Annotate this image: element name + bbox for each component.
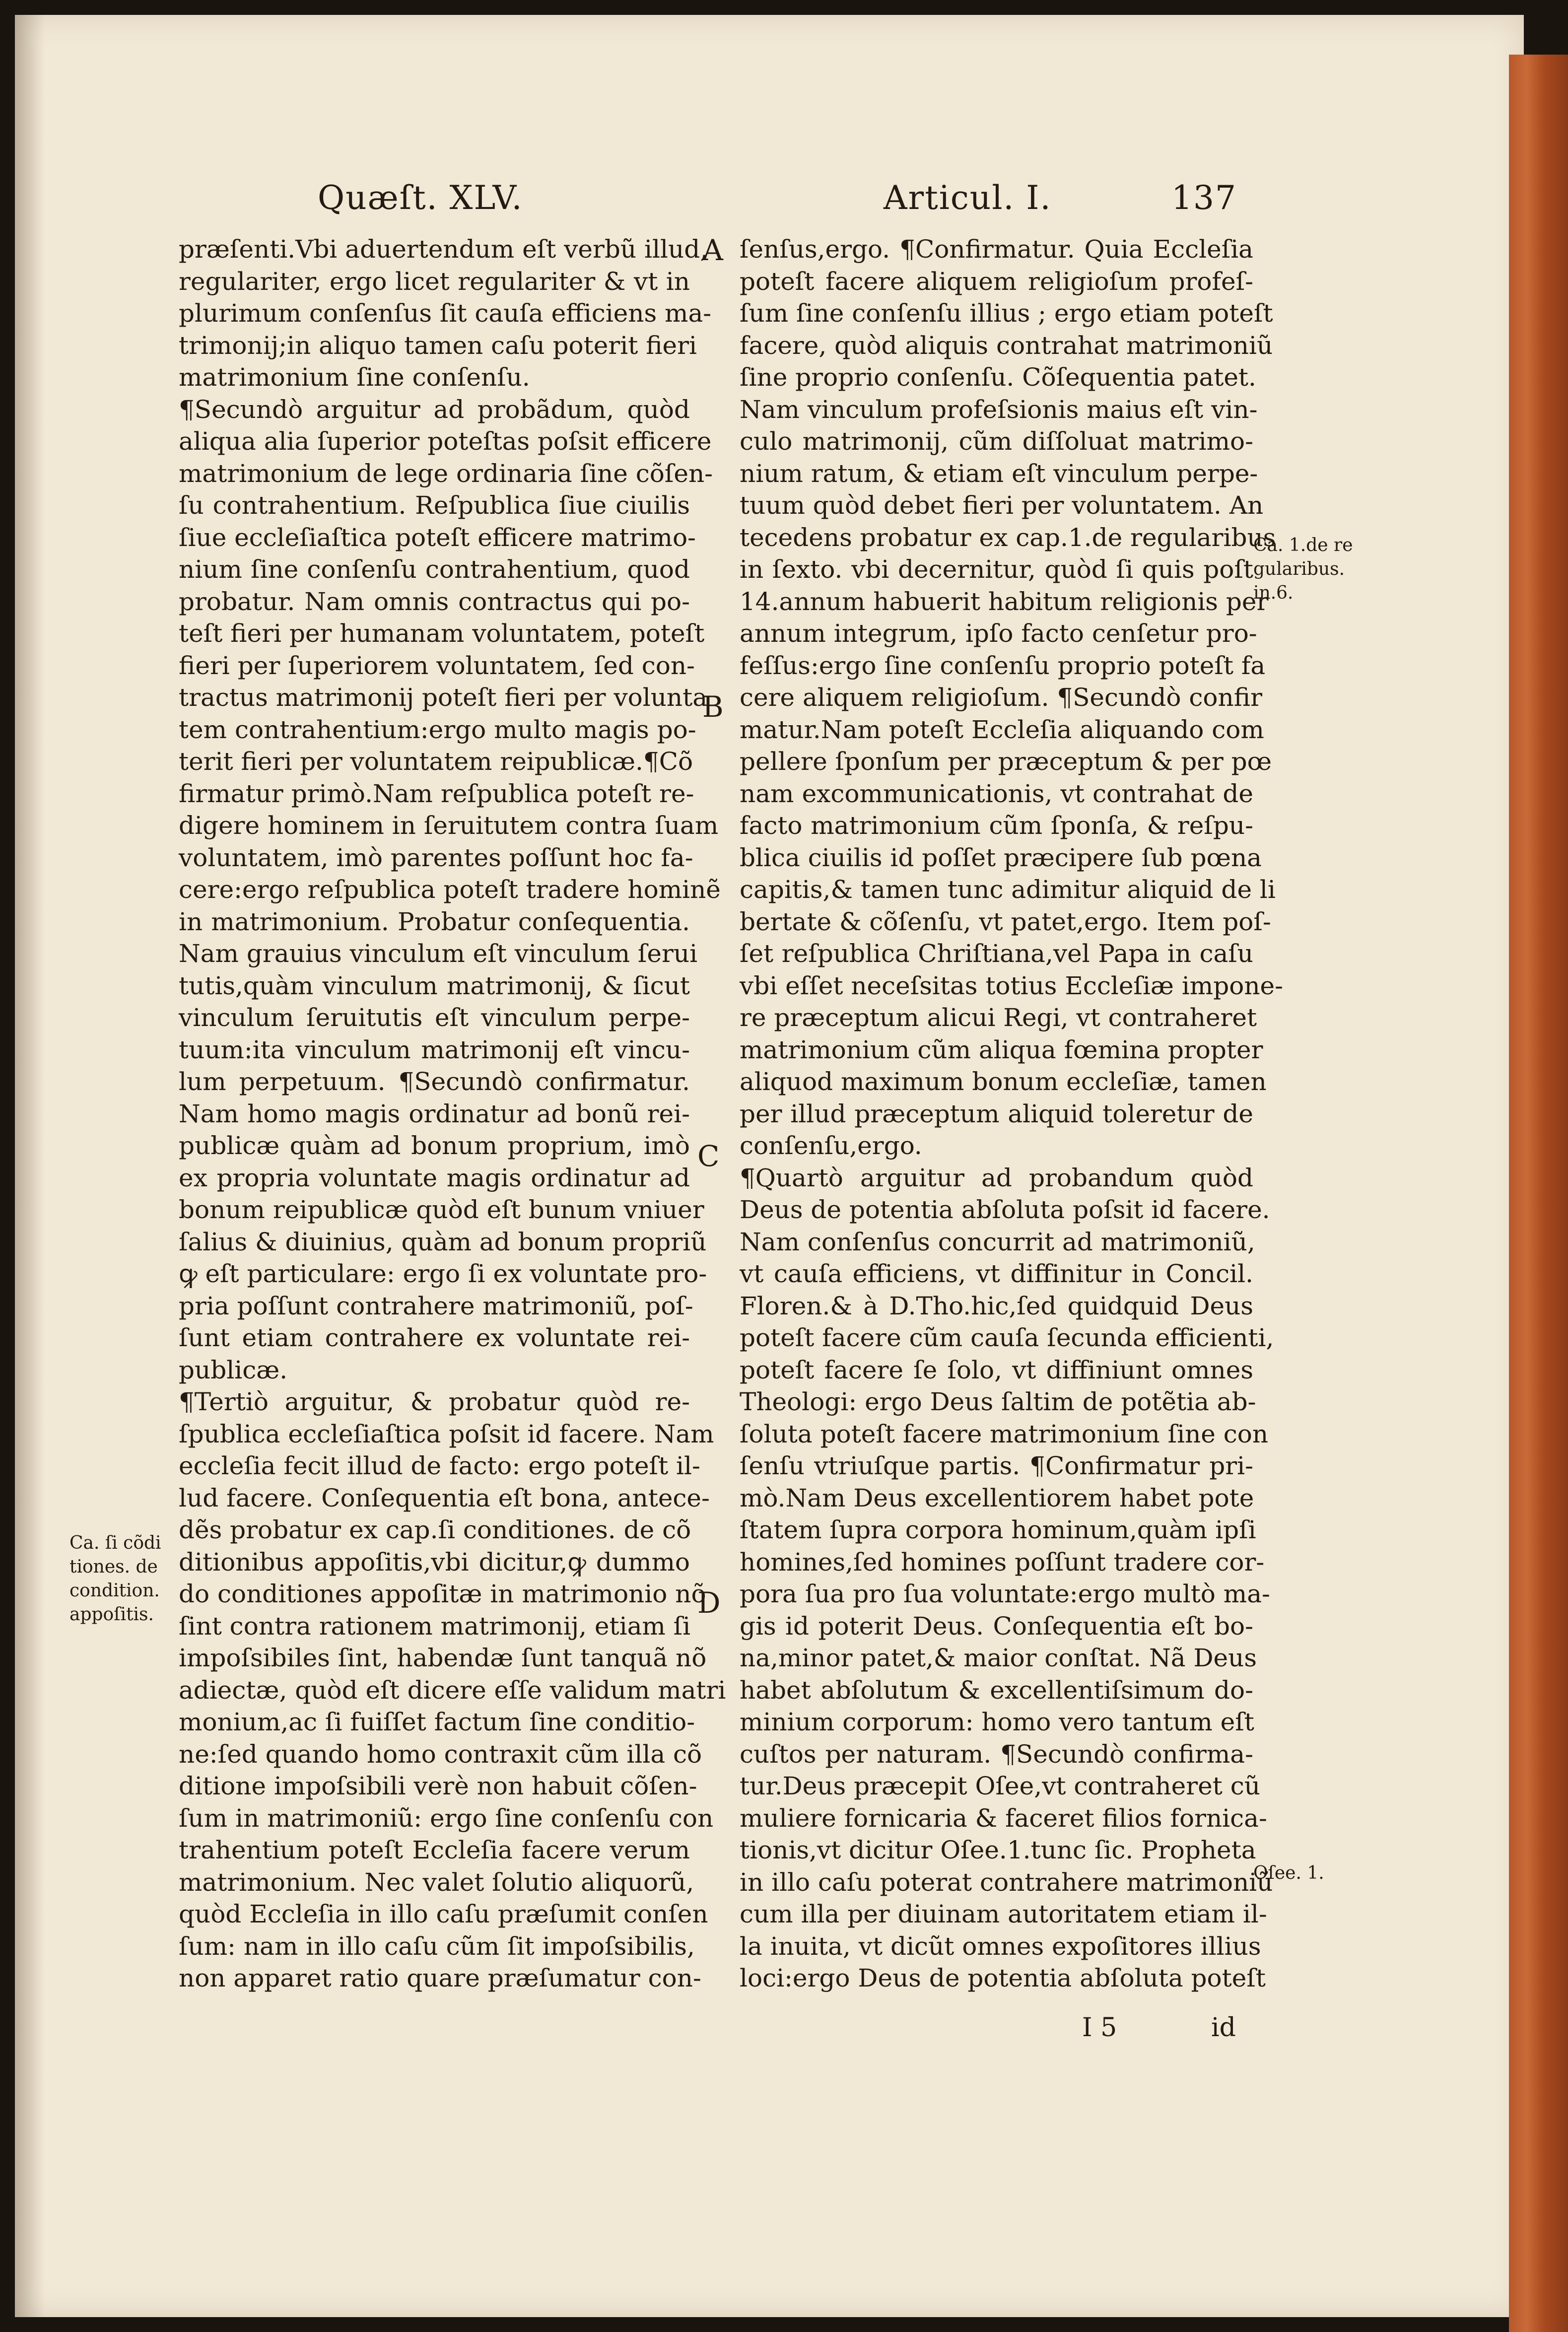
text-line: per illud præceptum aliquid toleretur de xyxy=(740,1099,1253,1128)
text-line: vt cauſa efficiens, vt diffinitur in Concil. xyxy=(740,1259,1253,1288)
text-line: matrimonium. Nec valet ſolutio aliquorũ, xyxy=(179,1867,694,1897)
text-line: cere:ergo reſpublica poteſt tradere hominẽ xyxy=(179,875,721,904)
text-line: publicæ. xyxy=(179,1355,288,1384)
text-line: ¶Tertiò arguitur, & probatur quòd re- xyxy=(179,1387,690,1416)
text-line: ditionibus appoſitis,vbi dicitur,ꝙ dummo xyxy=(179,1547,690,1577)
text-line: ſalius & diuinius, quàm ad bonum propriũ xyxy=(179,1227,707,1256)
section-letter-d: D xyxy=(697,1586,721,1620)
text-line: ¶Quartò arguitur ad probandum quòd xyxy=(740,1163,1253,1192)
text-line: poteſt facere aliquem religioſum profeſ- xyxy=(740,267,1253,296)
text-line: Nam conſenſus concurrit ad matrimoniũ, xyxy=(740,1227,1255,1256)
text-line: teſt fieri per humanam voluntatem, poteſt xyxy=(179,619,705,648)
catchword: id xyxy=(1211,2013,1236,2043)
text-line: habet abſolutum & excellentiſsimum do- xyxy=(740,1675,1253,1705)
text-line: ſtatem ſupra corpora hominum,quàm ipſi xyxy=(740,1515,1256,1544)
text-line: Floren.& à D.Tho.hic,ſed quidquid Deus xyxy=(740,1291,1253,1320)
text-line: capitis,& tamen tunc adimitur aliquid de li xyxy=(740,875,1276,904)
text-line: muliere fornicaria & faceret filios fornica- xyxy=(740,1803,1267,1833)
gutter-shadow xyxy=(15,15,45,2317)
text-line: tionis,vt dicitur Oſee.1.tunc ſic. Propheta xyxy=(740,1836,1256,1864)
text-line: in matrimonium. Probatur conſequentia. xyxy=(179,907,690,936)
text-line: pellere ſponſum per præceptum & per pœ xyxy=(740,747,1272,776)
text-line: feſſus:ergo ſine conſenſu proprio poteſt fa xyxy=(740,651,1266,680)
text-line: ne:ſed quando homo contraxit cũm illa cõ xyxy=(179,1739,702,1769)
text-line: ſum ſine conſenſu illius ; ergo etiam poteſt xyxy=(740,299,1273,328)
text-line: monium,ac ſi fuiſſet factum ſine conditio- xyxy=(179,1708,695,1736)
text-line: voluntatem, imò parentes poſſunt hoc fa- xyxy=(179,843,693,872)
margin-note-right-1: Ca. 1.de re gularibus. in.6. xyxy=(1253,535,1353,603)
text-line: matrimonium ſine conſenſu. xyxy=(179,363,530,392)
text-line: tecedens probatur ex cap.1.de regularibus xyxy=(740,523,1276,552)
text-line: blica ciuilis id poſſet præcipere ſub pœna xyxy=(740,843,1262,872)
text-line: tuum quòd debet fieri per voluntatem. An xyxy=(740,491,1264,520)
text-line: lud facere. Conſequentia eſt bona, antece- xyxy=(179,1483,710,1512)
text-line: la inuita, vt dicũt omnes expoſitores illius xyxy=(740,1931,1261,1961)
text-line: Nam vinculum profeſsionis maius eſt vin- xyxy=(740,395,1258,424)
text-line: ſpublica eccleſiaſtica poſsit id facere. Nam xyxy=(179,1419,714,1448)
text-line: tem contrahentium:ergo multo magis po- xyxy=(179,715,696,744)
text-column-right xyxy=(740,233,1284,1994)
text-line: tractus matrimonij poteſt fieri per volunta xyxy=(179,683,708,712)
text-line: nam excommunicationis, vt contrahat de xyxy=(740,779,1253,808)
page-fore-edge xyxy=(1509,55,1568,2332)
text-line: quòd Eccleſia in illo caſu præſumit conſen xyxy=(179,1900,708,1928)
text-line: impoſsibiles ſint, habendæ ſunt tanquã nõ xyxy=(179,1644,707,1672)
text-line: Nam grauius vinculum eſt vinculum ſerui xyxy=(179,939,698,968)
text-line: fieri per ſuperiorem voluntatem, ſed con- xyxy=(179,651,695,680)
text-line: cuſtos per naturam. ¶Secundò confirma- xyxy=(740,1739,1253,1769)
margin-note-right-2: Oſee. 1. xyxy=(1253,1863,1324,1883)
text-line: ¶Secundò arguitur ad probãdum, quòd xyxy=(179,395,690,424)
running-head-right: Articul. I. xyxy=(884,179,1052,217)
text-line: publicæ quàm ad bonum proprium, imò xyxy=(179,1131,690,1160)
text-line: digere hominem in ſeruitutem contra ſuam xyxy=(179,811,719,840)
text-line: Deus de potentia abſoluta poſsit id facere. xyxy=(740,1195,1270,1224)
section-letter-c: C xyxy=(697,1139,720,1173)
text-line: trahentium poteſt Eccleſia facere verum xyxy=(179,1836,690,1864)
text-line: Nam homo magis ordinatur ad bonũ rei- xyxy=(179,1099,690,1128)
text-line: aliquod maximum bonum eccleſiæ, tamen xyxy=(740,1067,1267,1096)
text-line: matrimonium de lege ordinaria ſine cõſen- xyxy=(179,459,713,488)
text-line: eccleſia fecit illud de facto: ergo poteſt il- xyxy=(179,1451,700,1480)
text-line: ſoluta poteſt facere matrimonium ſine con xyxy=(740,1419,1269,1448)
text-line: vbi eſſet neceſsitas totius Eccleſiæ impone- xyxy=(740,971,1284,1000)
text-line: poteſt facere ſe ſolo, vt diffiniunt omnes xyxy=(740,1355,1253,1384)
text-line: ſenſus,ergo. ¶Confirmatur. Quia Eccleſia xyxy=(740,235,1253,264)
text-line: terit fieri per voluntatem reipublicæ.¶Cõ xyxy=(179,747,693,776)
text-line: minium corporum: homo vero tantum eſt xyxy=(740,1708,1254,1736)
text-line: ſiue eccleſiaſtica poteſt efficere matrimo- xyxy=(179,523,696,552)
text-line: pora ſua pro ſua voluntate:ergo multò ma- xyxy=(740,1579,1270,1608)
text-line: 14.annum habuerit habitum religionis per xyxy=(740,587,1269,616)
text-line: ſet reſpublica Chriſtiana,vel Papa in caſu xyxy=(740,939,1253,968)
text-line: ꝙ eſt particulare: ergo ſi ex voluntate pro- xyxy=(179,1259,707,1288)
text-line: bertate & cõſenſu, vt patet,ergo. Item poſ- xyxy=(740,907,1271,936)
book-page xyxy=(15,15,1524,2317)
text-line: conſenſu,ergo. xyxy=(740,1131,922,1160)
text-line: re præceptum alicui Regi, vt contraheret xyxy=(740,1003,1257,1032)
text-line: mò.Nam Deus excellentiorem habet pote xyxy=(740,1483,1254,1512)
text-line: aliqua alia ſuperior poteſtas poſsit efficere xyxy=(179,427,712,456)
text-line: trimonij;in aliquo tamen caſu poterit fieri xyxy=(179,331,697,360)
text-line: cere aliquem religioſum. ¶Secundò confir xyxy=(740,683,1262,712)
running-head-left: Quæſt. XLV. xyxy=(318,179,523,217)
text-line: plurimum conſenſus ſit cauſa efficiens ma- xyxy=(179,299,712,328)
text-line: ſunt etiam contrahere ex voluntate rei- xyxy=(179,1323,690,1352)
text-line: cum illa per diuinam autoritatem etiam il- xyxy=(740,1900,1267,1928)
text-line: homines,ſed homines poſſunt tradere cor- xyxy=(740,1547,1265,1577)
text-line: ſint contra rationem matrimonij, etiam ſi xyxy=(179,1611,691,1641)
section-letter-a: A xyxy=(702,233,723,267)
text-line: tur.Deus præcepit Oſee,vt contraheret cũ xyxy=(740,1772,1260,1800)
text-line: na,minor patet,& maior conſtat. Nã Deus xyxy=(740,1644,1257,1672)
text-line: gis id poterit Deus. Conſequentia eſt bo- xyxy=(740,1611,1253,1641)
text-line: regulariter, ergo licet regulariter & vt in xyxy=(179,267,690,296)
text-line: do conditiones appoſitæ in matrimonio nõ xyxy=(179,1579,706,1608)
margin-note-left: Ca. ſi cõdi tiones. de condition. appoſitis. xyxy=(69,1533,161,1625)
text-line: loci:ergo Deus de potentia abſoluta poteſt xyxy=(740,1964,1266,1992)
folio-number: 137 xyxy=(1171,179,1237,217)
text-line: ſu contrahentium. Reſpublica ſiue ciuilis xyxy=(179,491,690,520)
text-line: nium ratum, & etiam eſt vinculum perpe- xyxy=(740,459,1258,488)
text-line: ſum: nam in illo caſu cũm ſit impoſsibilis, xyxy=(179,1931,695,1961)
text-line: dẽs probatur ex cap.ſi conditiones. de cõ xyxy=(179,1515,691,1544)
text-line: ſenſu vtriuſque partis. ¶Confirmatur pri- xyxy=(740,1451,1253,1480)
text-line: annum integrum, ipſo facto cenſetur pro- xyxy=(740,619,1257,648)
text-line: culo matrimonij, cũm diſſoluat matrimo- xyxy=(740,427,1253,456)
text-line: poteſt facere cũm cauſa ſecunda efficienti, xyxy=(740,1323,1274,1352)
text-line: vinculum ſeruitutis eſt vinculum perpe- xyxy=(179,1003,690,1032)
text-line: facere, quòd aliquis contrahat matrimoniũ xyxy=(740,331,1273,360)
text-line: facto matrimonium cũm ſponſa, & reſpu- xyxy=(740,811,1253,840)
text-line: lum perpetuum. ¶Secundò confirmatur. xyxy=(179,1067,690,1096)
text-line: matur.Nam poteſt Eccleſia aliquando com xyxy=(740,715,1264,744)
text-line: probatur. Nam omnis contractus qui po- xyxy=(179,587,690,616)
text-line: nium ſine conſenſu contrahentium, quod xyxy=(179,555,690,584)
text-column-left xyxy=(179,233,726,1994)
text-line: pria poſſunt contrahere matrimoniũ, poſ- xyxy=(179,1291,693,1320)
text-line: firmatur primò.Nam reſpublica poteſt re- xyxy=(179,779,694,808)
text-line: ſum in matrimoniũ: ergo ſine conſenſu con xyxy=(179,1803,714,1833)
signature-mark: I 5 xyxy=(1082,2013,1117,2043)
text-line: in illo caſu poterat contrahere matrimoniũ xyxy=(740,1867,1273,1897)
text-line: in ſexto. vbi decernitur, quòd ſi quis poſt xyxy=(740,555,1253,584)
text-line: ſine proprio conſenſu. Cõſequentia patet. xyxy=(740,363,1256,392)
text-line: matrimonium cũm aliqua fœmina propter xyxy=(740,1035,1263,1064)
text-line: bonum reipublicæ quòd eſt bunum vniuer xyxy=(179,1195,704,1224)
text-line: ex propria voluntate magis ordinatur ad xyxy=(179,1163,690,1192)
text-line: Theologi: ergo Deus ſaltim de potẽtia ab- xyxy=(740,1387,1256,1416)
text-line: præſenti.Vbi aduertendum eſt verbũ illud, xyxy=(179,235,708,264)
text-line: tuum:ita vinculum matrimonij eſt vincu- xyxy=(179,1035,690,1064)
text-line: ditione impoſsibili verè non habuit cõſen- xyxy=(179,1772,697,1800)
text-line: non apparet ratio quare præſumatur con- xyxy=(179,1964,701,1992)
text-line: tutis,quàm vinculum matrimonij, & ſicut xyxy=(179,971,690,1000)
section-letter-b: B xyxy=(702,690,724,724)
text-line: adiectæ, quòd eſt dicere eſſe validum matri xyxy=(179,1675,726,1705)
